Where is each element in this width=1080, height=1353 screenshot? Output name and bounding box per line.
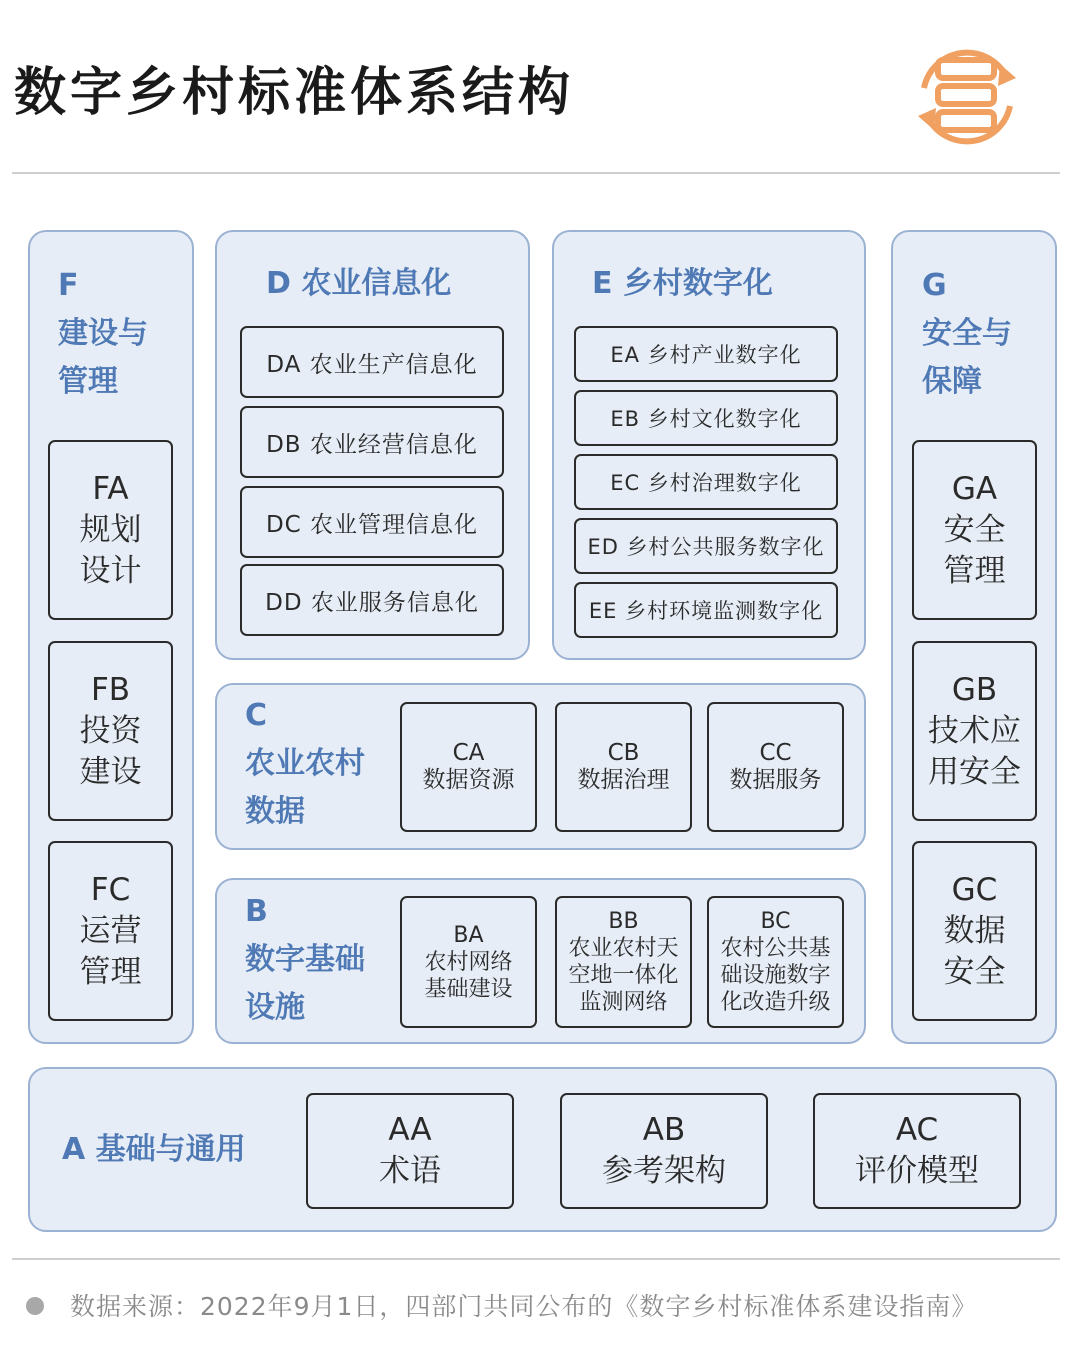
box-bc: BC 农村公共基 础设施数字 化改造升级	[707, 896, 844, 1028]
box-ga: GA 安全 管理	[912, 440, 1037, 620]
box-ed: ED 乡村公共服务数字化	[574, 518, 838, 574]
box-da: DA 农业生产信息化	[240, 326, 504, 398]
box-ba: BA 农村网络 基础建设	[400, 896, 537, 1028]
box-dd: DD 农业服务信息化	[240, 564, 504, 636]
box-ac: AC 评价模型	[813, 1093, 1021, 1209]
box-ca: CA 数据资源	[400, 702, 537, 832]
server-cycle-icon	[900, 38, 1034, 156]
section-b-label: B 数字基础 设施	[245, 894, 365, 1025]
box-fb: FB 投资 建设	[48, 641, 173, 821]
section-f-label: F 建设与 管理	[58, 268, 148, 399]
box-aa: AA 术语	[306, 1093, 514, 1209]
box-ea: EA 乡村产业数字化	[574, 326, 838, 382]
section-a-label: A 基础与通用	[62, 1132, 246, 1167]
box-db: DB 农业经营信息化	[240, 406, 504, 478]
box-fa: FA 规划 设计	[48, 440, 173, 620]
box-cb: CB 数据治理	[555, 702, 692, 832]
section-g-label: G 安全与 保障	[922, 268, 1012, 399]
box-cc: CC 数据服务	[707, 702, 844, 832]
box-ee: EE 乡村环境监测数字化	[574, 582, 838, 638]
source-note: 数据来源：2022年9月1日，四部门共同公布的《数字乡村标准体系建设指南》	[70, 1292, 978, 1321]
section-e-label: E 乡村数字化	[592, 266, 773, 301]
box-bb: BB 农业农村天 空地一体化 监测网络	[555, 896, 692, 1028]
box-gb: GB 技术应 用安全	[912, 641, 1037, 821]
box-eb: EB 乡村文化数字化	[574, 390, 838, 446]
box-fc: FC 运营 管理	[48, 841, 173, 1021]
section-c-label: C 农业农村 数据	[245, 698, 365, 829]
box-ab: AB 参考架构	[560, 1093, 768, 1209]
bottom-divider	[12, 1258, 1060, 1260]
top-divider	[12, 172, 1060, 174]
page-title: 数字乡村标准体系结构	[14, 63, 575, 123]
bullet-dot-icon	[26, 1297, 44, 1315]
box-gc: GC 数据 安全	[912, 841, 1037, 1021]
box-dc: DC 农业管理信息化	[240, 486, 504, 558]
section-d-label: D 农业信息化	[266, 266, 452, 301]
box-ec: EC 乡村治理数字化	[574, 454, 838, 510]
